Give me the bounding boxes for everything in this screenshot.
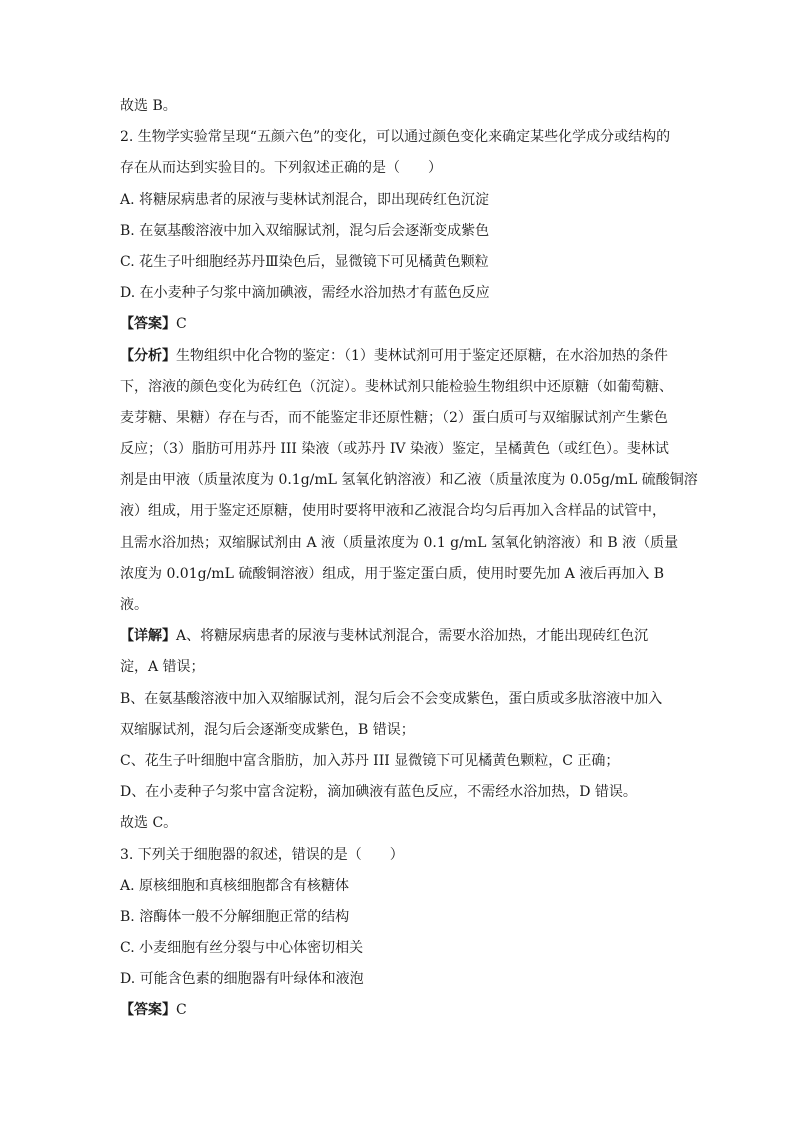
q2-analysis-line-7: 且需水浴加热；双缩脲试剂由 A 液（质量浓度为 0.1 g/mL 氢氧化钠溶液）和 B 液（质量 xyxy=(120,534,679,551)
q2-detail-label: 【详解】 xyxy=(120,628,176,645)
q2-option-d: D. 在小麦种子匀浆中滴加碘液，需经水浴加热才有蓝色反应 xyxy=(120,285,490,302)
q2-detail-line-5: C、花生子叶细胞中富含脂肪，加入苏丹 III 显微镜下可见橘黄色颗粒，C 正确； xyxy=(120,752,620,769)
q2-detail-line-6: D、在小麦种子匀浆中富含淀粉，滴加碘液有蓝色反应，不需经水浴加热，D 错误。 xyxy=(120,784,637,801)
q2-analysis-line-6: 液）组成，用于鉴定还原糖，使用时要将甲液和乙液混合均匀后再加入含样品的试管中， xyxy=(120,503,666,520)
q3-answer-line xyxy=(120,1000,680,1020)
q2-analysis-text-1: 生物组织中化合物的鉴定：（1）斐林试剂可用于鉴定还原糖，在水浴加热的条件 xyxy=(176,347,668,364)
q2-analysis-line-9: 液。 xyxy=(120,597,148,613)
q2-analysis-line-1 xyxy=(120,346,680,366)
q2-option-a: A. 将糖尿病患者的尿液与斐林试剂混合，即出现砖红色沉淀 xyxy=(120,191,490,208)
q2-detail-text-1: A、将糖尿病患者的尿液与斐林试剂混合，需要水浴加热，才能出现砖红色沉 xyxy=(176,628,649,645)
q3-answer-value: C xyxy=(176,1002,187,1019)
q2-answer-line xyxy=(120,314,680,334)
q2-option-c: C. 花生子叶细胞经苏丹Ⅲ染色后，显微镜下可见橘黄色颗粒 xyxy=(120,253,489,270)
q3-stem-line: 3. 下列关于细胞器的叙述，错误的是（ ） xyxy=(120,846,404,863)
q2-answer-label: 【答案】 xyxy=(120,316,176,333)
q2-answer-value: C xyxy=(176,316,187,333)
q2-detail-line-4: 双缩脲试剂，混匀后会逐渐变成紫色，B 错误； xyxy=(120,721,415,738)
q3-answer-label: 【答案】 xyxy=(120,1002,176,1019)
q2-stem-line-2: 存在从而达到实验目的。下列叙述正确的是（ ） xyxy=(120,160,442,177)
q2-analysis-line-3: 麦芽糖、果糖）存在与否，而不能鉴定非还原性糖；（2）蛋白质可与双缩脲试剂产生紫色 xyxy=(120,409,668,426)
q2-analysis-label: 【分析】 xyxy=(120,347,176,364)
q2-option-b: B. 在氨基酸溶液中加入双缩脲试剂，混匀后会逐渐变成紫色 xyxy=(120,222,490,239)
q2-analysis-line-5: 剂是由甲液（质量浓度为 0.1g/mL 氢氧化钠溶液）和乙液（质量浓度为 0.05g/mL 硫酸铜溶 xyxy=(120,472,698,489)
q2-detail-line-2: 淀，A 错误； xyxy=(120,659,205,676)
q2-detail-line-3: B、在氨基酸溶液中加入双缩脲试剂，混匀后会不会变成紫色，蛋白质或多肽溶液中加入 xyxy=(120,690,663,707)
document-page xyxy=(120,96,698,1032)
q2-detail-line-1 xyxy=(120,626,680,646)
q3-option-c: C. 小麦细胞有丝分裂与中心体密切相关 xyxy=(120,940,364,957)
q2-stem-line-1: 2. 生物学实验常呈现“五颜六色”的变化，可以通过颜色变化来确定某些化学成分或结构的 xyxy=(120,129,671,146)
q2-analysis-line-4: 反应；（3）脂肪可用苏丹 III 染液（或苏丹 IV 染液）鉴定，呈橘黄色（或红色）。斐林试 xyxy=(120,441,669,458)
q2-choose-line: 故选 C。 xyxy=(120,815,178,832)
q3-option-d: D. 可能含色素的细胞器有叶绿体和液泡 xyxy=(120,971,364,988)
q3-option-b: B. 溶酶体一般不分解细胞正常的结构 xyxy=(120,908,350,925)
q2-analysis-line-2: 下，溶液的颜色变化为砖红色（沉淀）。斐林试剂只能检验生物组织中还原糖（如葡萄糖、 xyxy=(120,378,673,395)
q2-analysis-line-8: 浓度为 0.01g/mL 硫酸铜溶液）组成，用于鉴定蛋白质，使用时要先加 A 液后再加入 B xyxy=(120,565,665,582)
q3-option-a: A. 原核细胞和真核细胞都含有核糖体 xyxy=(120,877,350,894)
q1-choose-line: 故选 B。 xyxy=(120,98,177,114)
